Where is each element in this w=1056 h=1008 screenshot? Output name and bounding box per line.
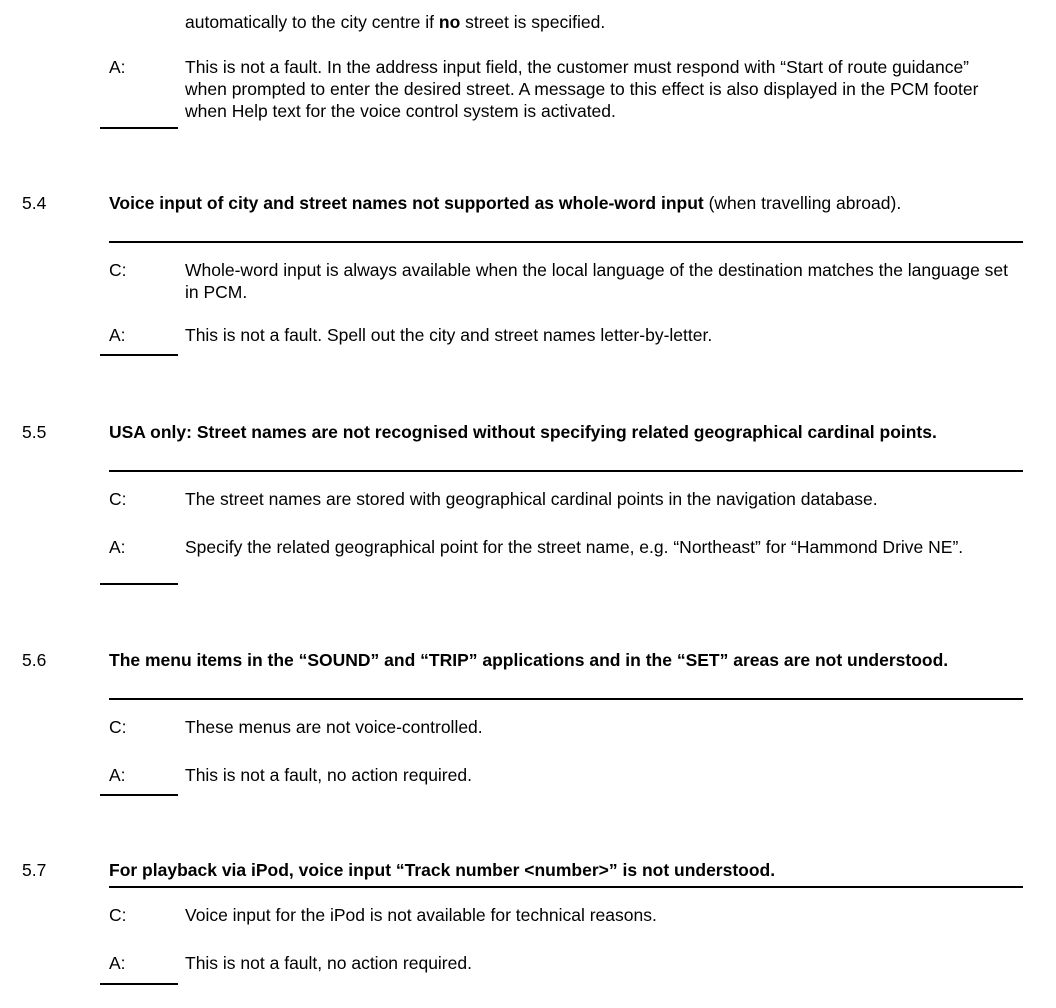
intro-text-bold: no <box>438 12 461 32</box>
section-title-rule <box>109 698 1023 700</box>
answer-label: A: <box>109 537 126 557</box>
intro-continuation-line <box>185 11 1015 33</box>
intro-text-post: street is specified. <box>460 12 606 32</box>
answer-text: Specify the related geographical point for the street name, e.g. “Northeast” for “Hammond Drive NE”. <box>185 537 964 557</box>
answer-text: This is not a fault, no action required. <box>185 953 472 973</box>
intro-answer-rule <box>100 127 178 129</box>
cause-text: Voice input for the iPod is not available for technical reasons. <box>185 905 657 925</box>
section-title: For playback via iPod, voice input “Track number <number>” is not understood. <box>109 860 776 880</box>
section-title-bold: Voice input of city and street names not supported as whole-word input <box>109 193 704 213</box>
answer-label: A: <box>109 325 126 345</box>
section-title: The menu items in the “SOUND” and “TRIP” applications and in the “SET” areas are not understood. <box>109 650 949 670</box>
section-title-rule <box>109 886 1023 888</box>
cause-label: C: <box>109 489 127 509</box>
cause-label: C: <box>109 905 127 925</box>
intro-answer-text: This is not a fault. In the address input field, the customer must respond with “Start of route guidance” when prompted to enter the desired street. A message to this effect is also displayed in the PCM footer when Help text for the voice control system is activated. <box>185 57 979 121</box>
section-number: 5.7 <box>22 860 47 880</box>
cause-text: These menus are not voice-controlled. <box>185 717 483 737</box>
answer-rule <box>100 983 178 985</box>
intro-text-pre: automatically to the city centre if <box>185 12 439 32</box>
cause-label: C: <box>109 260 127 280</box>
intro-answer-label: A: <box>109 57 126 77</box>
section-title-suffix: (when travelling abroad). <box>703 193 902 213</box>
answer-label: A: <box>109 765 126 785</box>
cause-text: Whole-word input is always available when the local language of the destination matches the language set in PCM. <box>185 260 1009 302</box>
section-number: 5.6 <box>22 650 47 670</box>
section-title-rule <box>109 470 1023 472</box>
cause-text: The street names are stored with geographical cardinal points in the navigation database. <box>185 489 878 509</box>
section-title <box>109 192 1009 214</box>
answer-rule <box>100 794 178 796</box>
cause-label: C: <box>109 717 127 737</box>
section-title: USA only: Street names are not recognised without specifying related geographical cardinal points. <box>109 422 937 442</box>
section-title-rule <box>109 241 1023 243</box>
section-number: 5.5 <box>22 422 47 442</box>
answer-text: This is not a fault, no action required. <box>185 765 472 785</box>
answer-text: This is not a fault. Spell out the city and street names letter-by-letter. <box>185 325 713 345</box>
section-number: 5.4 <box>22 193 47 213</box>
answer-rule <box>100 583 178 585</box>
answer-label: A: <box>109 953 126 973</box>
answer-rule <box>100 354 178 356</box>
